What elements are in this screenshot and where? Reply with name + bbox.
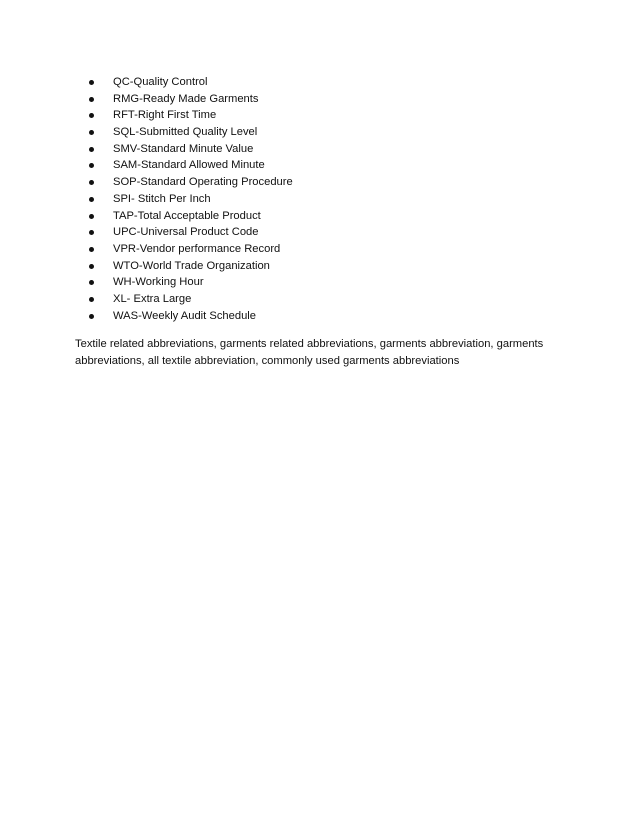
abbreviation-text: SOP-Standard Operating Procedure (113, 176, 293, 189)
bullet-icon (89, 297, 94, 302)
bullet-icon (89, 130, 94, 135)
abbreviation-text: SMV-Standard Minute Value (113, 142, 254, 155)
keywords-paragraph: Textile related abbreviations, garments related abbreviations, garments abbreviation, garments abbreviations, all textile abbreviation, commonly used garments abbreviations (75, 338, 544, 367)
abbreviation-text: XL- Extra Large (113, 292, 192, 305)
abbreviation-text: VPR-Vendor performance Record (113, 242, 281, 255)
abbreviation-text: SPI- Stitch Per Inch (113, 192, 211, 205)
abbreviation-text: RMG-Ready Made Garments (113, 92, 259, 105)
abbreviation-text: UPC-Universal Product Code (113, 226, 259, 239)
abbreviation-text: WAS-Weekly Audit Schedule (113, 309, 257, 322)
bullet-icon (89, 264, 94, 269)
abbreviation-text: SAM-Standard Allowed Minute (113, 159, 265, 172)
bullet-icon (89, 80, 94, 85)
bullet-icon (89, 163, 94, 168)
bullet-icon (89, 180, 94, 185)
bullet-icon (89, 230, 94, 235)
bullet-icon (89, 147, 94, 152)
bullet-icon (89, 197, 94, 202)
bullet-icon (89, 113, 94, 118)
bullet-icon (89, 214, 94, 219)
abbreviation-text: RFT-Right First Time (113, 109, 217, 122)
abbreviation-text: SQL-Submitted Quality Level (113, 126, 258, 139)
bullet-icon (89, 314, 94, 319)
abbreviation-text: TAP-Total Acceptable Product (113, 209, 261, 222)
abbreviation-text: QC-Quality Control (113, 76, 208, 88)
bullet-icon (89, 97, 94, 102)
bullet-icon (89, 280, 94, 285)
bullet-icon (89, 247, 94, 252)
abbreviation-text: WTO-World Trade Organization (113, 259, 270, 272)
abbreviation-text: WH-Working Hour (113, 276, 204, 289)
